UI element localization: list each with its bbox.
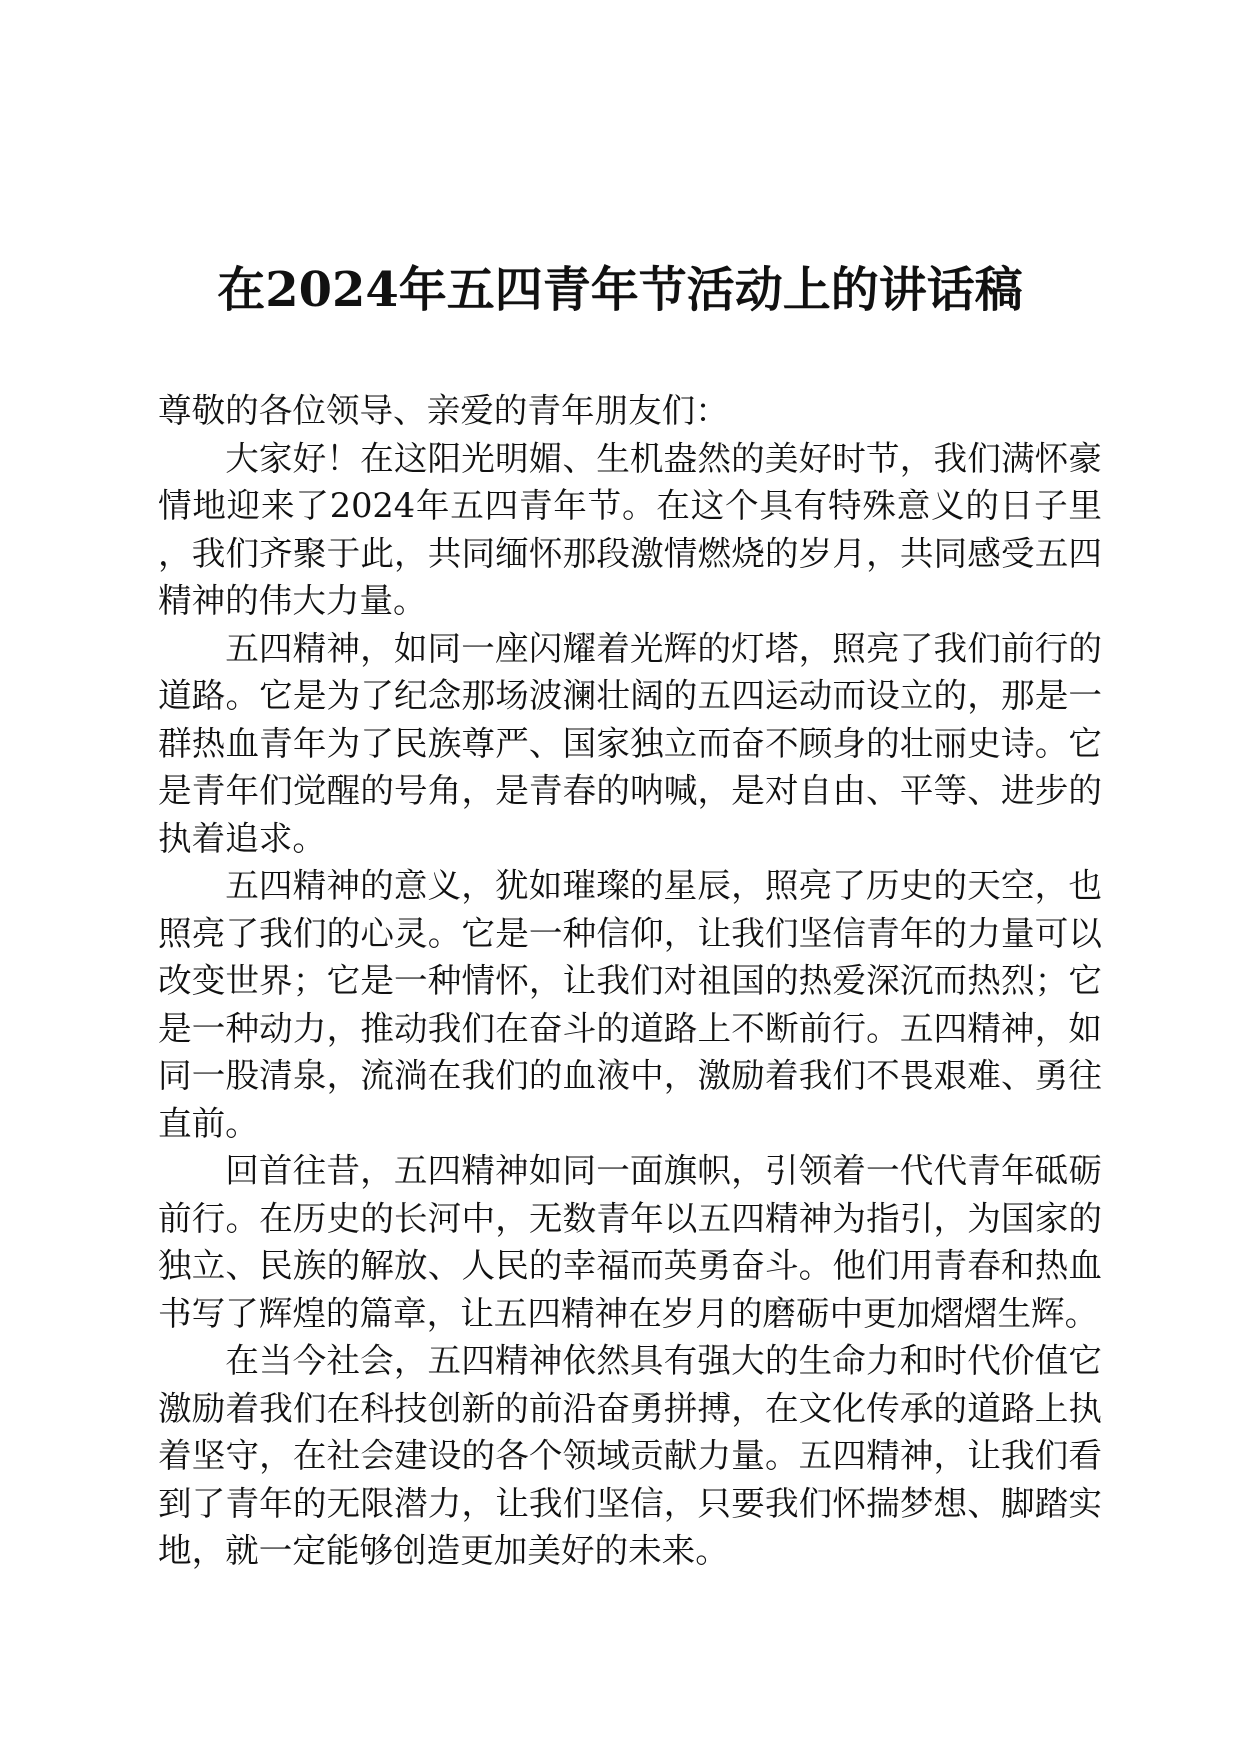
paragraph-greeting: 大家好！在这阳光明媚、生机盎然的美好时节，我们满怀豪情地迎来了2024年五四青年节。在这个具有特殊意义的日子里，我们齐聚于此，共同缅怀那段激情燃烧的岁月，共同感受五四精神的伟大力量。: [158, 438, 1102, 620]
paragraph-meaning: 五四精神的意义，犹如璀璨的星辰，照亮了历史的天空，也照亮了我们的心灵。它是一种信仰，让我们坚信青年的力量可以改变世界；它是一种情怀，让我们对祖国的热爱深沉而热烈；它是一种动力，推动我们在奋斗的道路上不断前行。五四精神，如同一股清泉，流淌在我们的血液中，激励着我们不畏艰难、勇往直前。: [158, 866, 1102, 1143]
paragraph-today: 在当今社会，五四精神依然具有强大的生命力和时代价值它激励着我们在科技创新的前沿奋勇拼搏，在文化传承的道路上执着坚守，在社会建设的各个领域贡献力量。五四精神，让我们看到了青年的无限潜力，让我们坚信，只要我们怀揣梦想、脚踏实地，就一定能够创造更加美好的未来。: [158, 1341, 1102, 1570]
document-title: 在2024年五四青年节活动上的讲话稿: [217, 262, 1023, 318]
salutation: 尊敬的各位领导、亲爱的青年朋友们：: [158, 391, 729, 430]
document-body: [158, 387, 1102, 1575]
paragraph-lighthouse: 五四精神，如同一座闪耀着光辉的灯塔，照亮了我们前行的道路。它是为了纪念那场波澜壮阔的五四运动而设立的，那是一群热血青年为了民族尊严、国家独立而奋不顾身的壮丽史诗。它是青年们觉醒的号角，是青春的呐喊，是对自由、平等、进步的执着追求。: [158, 628, 1102, 858]
paragraph-history: 回首往昔，五四精神如同一面旗帜，引领着一代代青年砥砺前行。在历史的长河中，无数青年以五四精神为指引，为国家的独立、民族的解放、人民的幸福而英勇奋斗。他们用青春和热血书写了辉煌的篇章，让五四精神在岁月的磨砺中更加熠熠生辉。: [158, 1151, 1102, 1333]
